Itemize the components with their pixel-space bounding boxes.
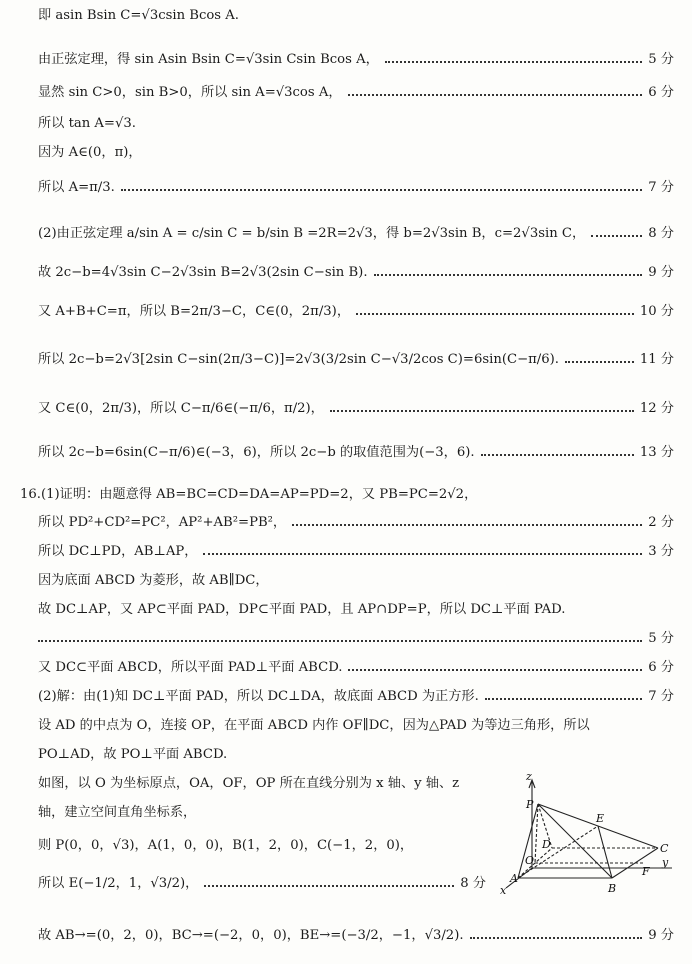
line-text: 故 DC⊥AP，又 AP⊂平面 PAD，DP⊂平面 PAD，且 AP∩DP=P，所以 DC⊥平面 PAD. bbox=[38, 602, 566, 617]
label-C: C bbox=[660, 842, 669, 855]
solution-line bbox=[38, 631, 674, 647]
solution-line bbox=[38, 445, 674, 461]
label-x: x bbox=[500, 884, 507, 897]
line-text: 故 AB→=(0，2，0)，BC→=(−2，0，0)，BE→=(−3/2，−1，√3/2). bbox=[38, 928, 464, 943]
line-text: PO⊥AD，故 PO⊥平面 ABCD. bbox=[38, 747, 228, 762]
leader-dots bbox=[470, 937, 643, 939]
line-text: 轴，建立空间直角坐标系， bbox=[38, 805, 197, 820]
solution-line bbox=[38, 85, 674, 101]
solution-line bbox=[38, 660, 674, 676]
line-text: 所以 A=π/3. bbox=[38, 180, 115, 195]
leader-dots bbox=[348, 669, 642, 671]
score-mark: 5 分 bbox=[648, 631, 674, 646]
leader-dots bbox=[121, 189, 642, 191]
label-P: P bbox=[526, 798, 534, 811]
line-text: 所以 2c−b=6sin(C−π/6)∈(−3，6)，所以 2c−b 的取值范围为(−3，6). bbox=[38, 445, 475, 460]
solution-line bbox=[20, 487, 674, 503]
solution-line bbox=[38, 928, 674, 944]
label-z: z bbox=[526, 770, 532, 783]
label-E: E bbox=[596, 812, 605, 825]
solution-line bbox=[38, 180, 674, 196]
leader-dots bbox=[481, 454, 634, 456]
solution-line bbox=[38, 805, 492, 821]
line-text: 又 A+B+C=π，所以 B=2π/3−C，C∈(0，2π/3)， bbox=[38, 304, 351, 319]
label-A: A bbox=[510, 872, 518, 885]
line-text: (2)由正弦定理 a/sin A = c/sin C = b/sin B =2R=2√3，得 b=2√3sin B，c=2√3sin C， bbox=[38, 226, 586, 241]
solution-line bbox=[38, 515, 674, 531]
line-text: 即 asin Bsin C=√3csin Bcos A. bbox=[38, 8, 239, 23]
label-O: O bbox=[525, 854, 535, 867]
label-B: B bbox=[608, 882, 617, 895]
solution-line bbox=[38, 838, 492, 854]
leader-dots bbox=[591, 235, 642, 237]
score-mark: 11 分 bbox=[639, 352, 674, 367]
line-text: 因为底面 ABCD 为菱形，故 AB∥DC， bbox=[38, 573, 269, 588]
line-text: 所以 tan A=√3. bbox=[38, 116, 136, 131]
score-mark: 5 分 bbox=[648, 52, 674, 67]
score-mark: 3 分 bbox=[648, 544, 674, 559]
solution-line bbox=[38, 544, 674, 560]
solution-line bbox=[38, 352, 674, 368]
line-text: 则 P(0，0，√3)，A(1，0，0)，B(1，2，0)，C(−1，2，0)， bbox=[38, 838, 414, 853]
solution-line bbox=[38, 602, 674, 618]
leader-dots bbox=[356, 313, 634, 315]
leader-dots bbox=[330, 410, 634, 412]
label-y: y bbox=[662, 856, 669, 869]
solution-line bbox=[38, 265, 674, 281]
score-mark: 2 分 bbox=[648, 515, 674, 530]
segment-EB bbox=[598, 826, 612, 878]
score-mark: 8 分 bbox=[648, 226, 674, 241]
line-text: 故 2c−b=4√3sin C−2√3sin B=2√3(2sin C−sin B). bbox=[38, 265, 368, 280]
leader-dots bbox=[38, 640, 642, 642]
score-mark: 8 分 bbox=[460, 876, 486, 891]
line-text: 所以 PD²+CD²=PC²，AP²+AB²=PB²， bbox=[38, 515, 287, 530]
solution-line bbox=[38, 226, 674, 242]
line-text: (2)解：由(1)知 DC⊥平面 PAD，所以 DC⊥DA，故底面 ABCD 为正方形. bbox=[38, 689, 479, 704]
score-mark: 13 分 bbox=[639, 445, 674, 460]
line-text: 又 C∈(0，2π/3)，所以 C−π/6∈(−π/6，π/2)， bbox=[38, 401, 324, 416]
leader-dots bbox=[348, 94, 643, 96]
leader-dots bbox=[204, 885, 454, 887]
solution-line bbox=[38, 718, 674, 734]
line-text: 又 DC⊂平面 ABCD，所以平面 PAD⊥平面 ABCD. bbox=[38, 660, 343, 675]
solution-line bbox=[38, 8, 674, 24]
solution-line bbox=[38, 401, 674, 417]
leader-dots bbox=[292, 524, 642, 526]
solution-line bbox=[38, 116, 674, 132]
score-mark: 6 分 bbox=[648, 660, 674, 675]
score-mark: 12 分 bbox=[639, 401, 674, 416]
line-text: 16.(1)证明：由题意得 AB=BC=CD=DA=AP=PD=2，又 PB=PC=2√2， bbox=[20, 487, 478, 502]
pyramid-figure bbox=[492, 768, 682, 898]
line-text: 因为 A∈(0，π)， bbox=[38, 145, 142, 160]
leader-dots bbox=[485, 698, 642, 700]
line-text: 所以 2c−b=2√3[2sin C−sin(2π/3−C)]=2√3(3/2sin C−√3/2cos C)=6sin(C−π/6). bbox=[38, 352, 559, 367]
solution-line bbox=[38, 776, 492, 792]
leader-dots bbox=[374, 274, 643, 276]
line-text: 由正弦定理，得 sin Asin Bsin C=√3sin Csin Bcos A， bbox=[38, 52, 379, 67]
solution-line bbox=[38, 876, 486, 892]
solution-line bbox=[38, 747, 674, 763]
score-mark: 9 分 bbox=[648, 928, 674, 943]
score-mark: 6 分 bbox=[648, 85, 674, 100]
line-text: 所以 DC⊥PD，AB⊥AP， bbox=[38, 544, 198, 559]
line-text: 显然 sin C>0，sin B>0，所以 sin A=√3cos A， bbox=[38, 85, 342, 100]
leader-dots bbox=[203, 553, 642, 555]
solution-line bbox=[38, 145, 674, 161]
solution-line bbox=[38, 573, 674, 589]
line-text: 所以 E(−1/2，1，√3/2)， bbox=[38, 876, 199, 891]
score-mark: 9 分 bbox=[648, 265, 674, 280]
leader-dots bbox=[565, 361, 634, 363]
score-mark: 10 分 bbox=[639, 304, 674, 319]
score-mark: 7 分 bbox=[648, 180, 674, 195]
solution-line bbox=[38, 689, 674, 705]
line-text: 如图，以 O 为坐标原点，OA，OF，OP 所在直线分别为 x 轴、y 轴、z bbox=[38, 776, 460, 791]
solution-line bbox=[38, 52, 674, 68]
score-mark: 7 分 bbox=[648, 689, 674, 704]
label-D: D bbox=[542, 838, 551, 851]
leader-dots bbox=[385, 61, 642, 63]
label-F: F bbox=[642, 865, 650, 878]
solution-line bbox=[38, 304, 674, 320]
line-text: 设 AD 的中点为 O，连接 OP，在平面 ABCD 内作 OF∥DC，因为△PAD 为等边三角形，所以 bbox=[38, 718, 590, 733]
